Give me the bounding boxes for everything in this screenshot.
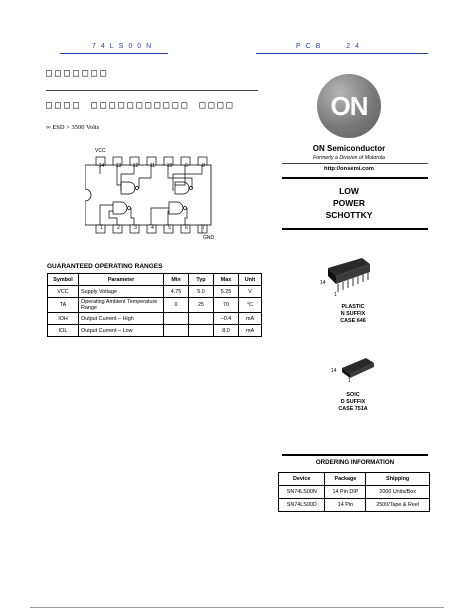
gor-typ: 25 [189,298,214,313]
esd-note: ∞ ESD > 3500 Volts [46,124,100,131]
dip-pin-14: 14 [320,280,326,286]
gor-header-row [48,274,262,286]
pin-4: 4 [151,225,154,231]
pin-12: 12 [132,163,139,169]
dip-label-line-2: N SUFFIX [340,311,366,317]
gor-header-typ: Typ [189,274,214,286]
family-line-3: SCHOTTKY [325,210,373,220]
gor-typ [189,325,214,337]
gor-header-unit: Unit [239,274,262,286]
dip-label-line-3: CASE 646 [340,318,366,324]
vcc-label: VCC [95,148,106,154]
gor-max: 8.0 [214,325,239,337]
ordering-device: SN74LS00D [279,499,325,512]
table-row [48,325,262,337]
on-logo-text: ON [330,90,368,121]
pin-2: 2 [117,225,120,231]
ordering-device: SN74LS00N [279,486,325,499]
pin-8: 8 [202,163,205,169]
brand-rule-top [282,163,428,164]
header-left-rule [60,53,168,54]
gor-min: 4.75 [164,286,189,298]
soic-pin-14: 14 [331,368,337,374]
pin-6: 6 [185,225,188,231]
table-row [279,499,430,512]
gor-typ [189,313,214,325]
gor-parameter: Operating Ambient Temperature Range [79,298,164,313]
logic-diagram [85,148,225,246]
header-left-code: 74LS00N [92,43,157,50]
family-line-1: LOW [339,186,359,196]
pin-5: 5 [168,225,171,231]
gor-parameter: Output Current – Low [79,325,164,337]
family-label [282,185,416,221]
gor-min [164,313,189,325]
gor-max: 70 [214,298,239,313]
company-name: ON Semiconductor [312,144,386,153]
gor-symbol: TA [48,298,79,313]
gor-symbol: IOL [48,325,79,337]
pin-11: 11 [149,163,156,169]
ordering-header-row [279,473,430,486]
gor-symbol: VCC [48,286,79,298]
ordering-package: 14 Pin DIP [325,486,366,499]
dip-label-line-1: PLASTIC [341,304,365,310]
dip-pin-1: 1 [334,292,337,298]
title-line-1: □□□□□□□ [46,68,110,79]
title-rule [46,90,258,91]
family-line-2: POWER [332,198,366,208]
soic-pin-1: 1 [348,378,351,384]
pin-9: 9 [185,163,188,169]
gor-max: –0.4 [214,313,239,325]
on-logo [317,74,381,138]
formerly-note: Formerly a Division of Motorola [313,155,385,161]
gor-max: 5.25 [214,286,239,298]
gor-unit: mA [239,313,262,325]
gor-typ: 5.0 [189,286,214,298]
website-url: http://onsemi.com [324,166,374,172]
pin-1: 1 [100,225,103,231]
table-row [48,313,262,325]
ordering-header-device: Device [279,473,325,486]
ordering-rule [282,454,428,456]
gor-symbol: IOH [48,313,79,325]
soic-label-line-1: SOIC [346,392,360,398]
gnd-label: GND [203,235,215,241]
footer-rule [30,607,444,608]
ordering-shipping: 2000 Units/Box [366,486,430,499]
pin-7: 7 [202,225,205,231]
ordering-header-shipping: Shipping [366,473,430,486]
table-row [48,286,262,298]
gor-min [164,325,189,337]
ordering-package: 14 Pin [325,499,366,512]
gor-title: GUARANTEED OPERATING RANGES [47,263,163,270]
dip-package-image [322,254,372,300]
gor-header-symbol: Symbol [48,274,79,286]
gor-unit: V [239,286,262,298]
gor-unit: °C [239,298,262,313]
gor-parameter: Output Current – High [79,313,164,325]
header-right-rule [256,53,428,54]
pin-14: 14 [98,163,105,169]
soic-label [320,392,386,413]
gor-header-parameter: Parameter [79,274,164,286]
soic-package-image [338,356,378,382]
gor-unit: mA [239,325,262,337]
gor-parameter: Supply Voltage [79,286,164,298]
pin-3: 3 [134,225,137,231]
ordering-shipping: 2500/Tape & Reel [366,499,430,512]
ordering-header-package: Package [325,473,366,486]
gor-header-min: Min [164,274,189,286]
gor-header-max: Max [214,274,239,286]
gor-table [47,273,262,337]
table-row [48,298,262,313]
brand-rule-bottom [282,177,428,179]
header-right-code: PCB 24 [296,43,365,50]
table-row [279,486,430,499]
soic-label-line-2: D SUFFIX [340,399,366,405]
dip-label [320,304,386,325]
family-rule [282,228,428,230]
pin-10: 10 [166,163,173,169]
soic-label-line-3: CASE 751A [338,406,368,412]
title-line-2: □□□□ □□□□□□□□□□□ □□□□ [46,100,236,111]
ordering-table [278,472,430,512]
gor-min: 0 [164,298,189,313]
ordering-title: ORDERING INFORMATION [315,459,395,466]
pin-13: 13 [115,163,122,169]
